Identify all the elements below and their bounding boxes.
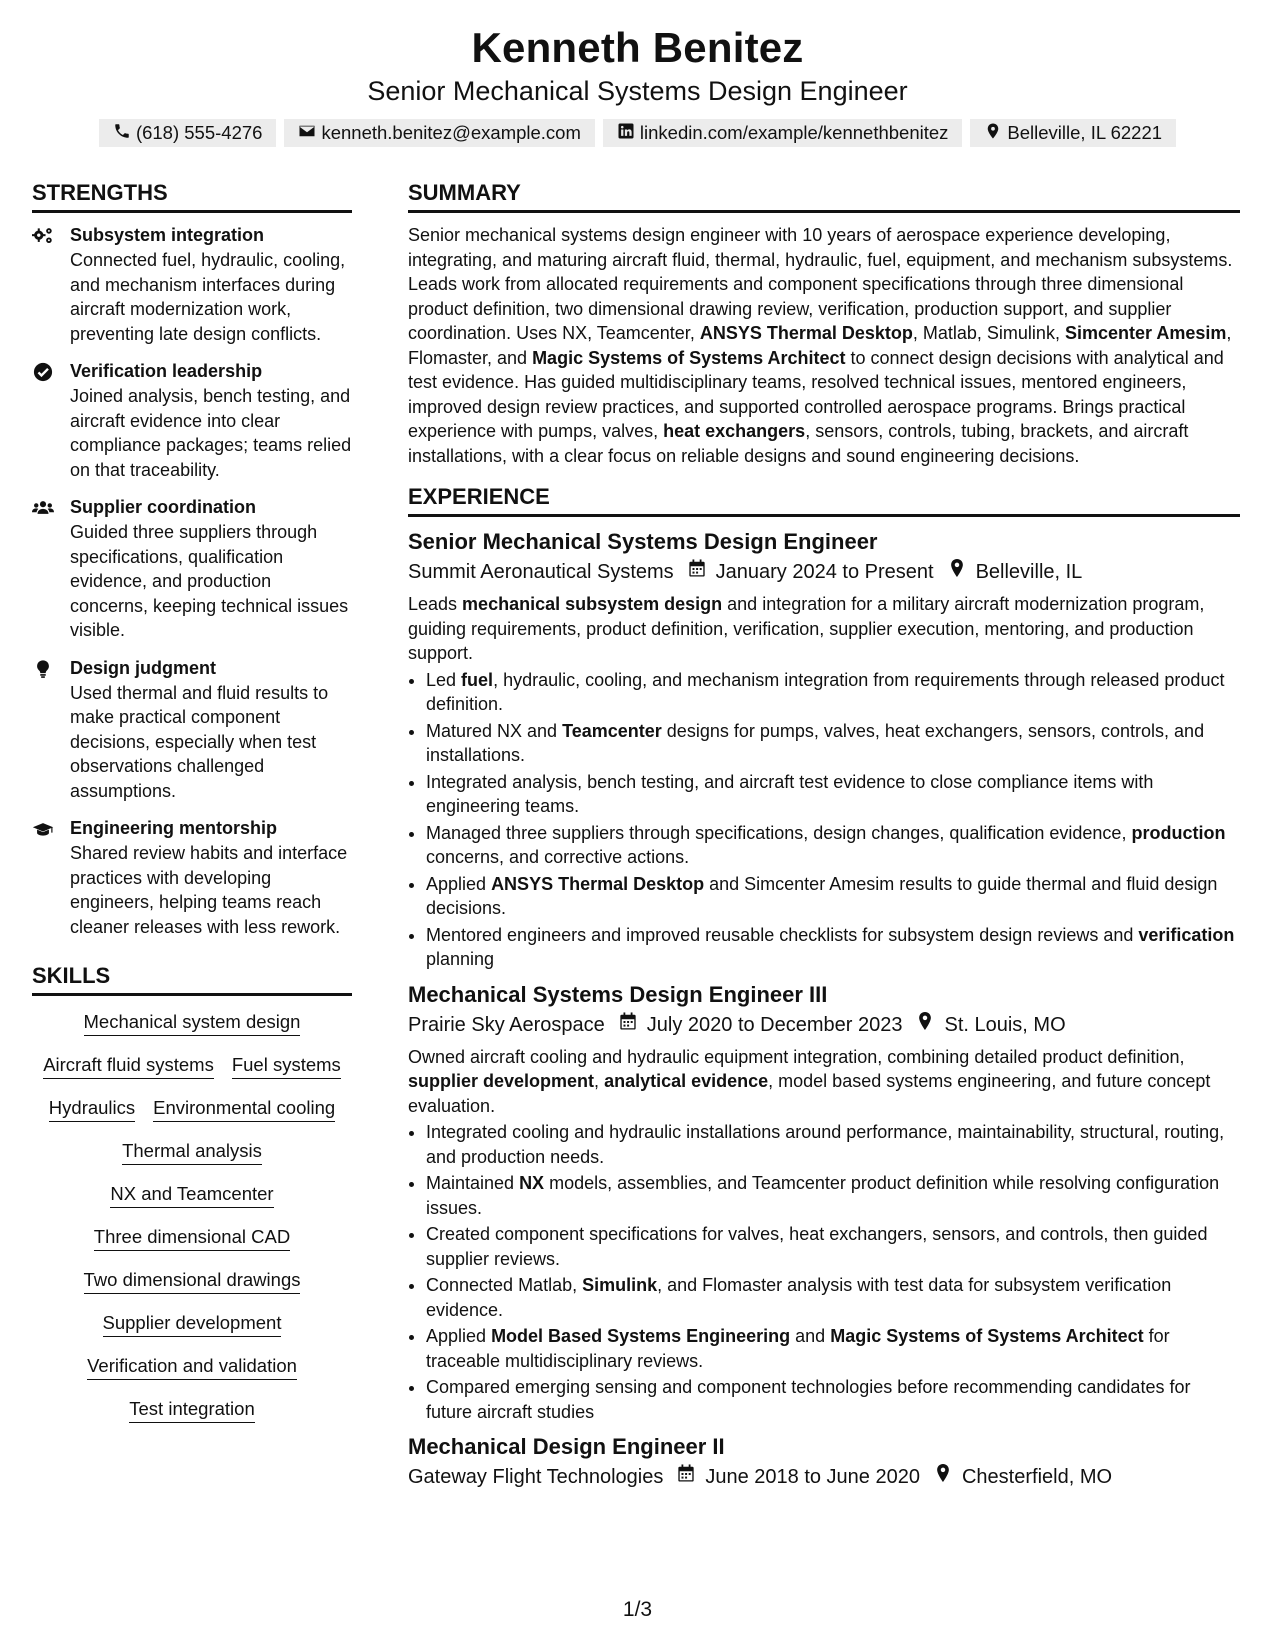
summary-heading: SUMMARY	[408, 178, 1240, 213]
job-title: Senior Mechanical Systems Design Engineer	[408, 529, 878, 554]
text-span: planning	[426, 949, 495, 969]
job-bullet	[426, 821, 1240, 870]
text-span: , Matlab, Simulink,	[912, 323, 1065, 343]
bold-text: ANSYS Thermal Desktop	[491, 873, 705, 894]
page-number: 1/3	[622, 1598, 653, 1621]
check-circle-icon	[32, 359, 70, 482]
text-span: Created component specifications for valves, heat exchangers, sensors, and controls, then guided supplier reviews.	[426, 1224, 1208, 1269]
job-title: Mechanical Systems Design Engineer III	[408, 981, 828, 1007]
text-span: and integration for a military aircraft modernization program, guiding requirements, product definition, verification, supplier execution, mentoring, and production support.	[408, 594, 1205, 663]
bold-text: heat exchangers	[663, 421, 806, 441]
text-span: , hydraulic, cooling, and mechanism integration from requirements through released product definition.	[426, 669, 1225, 714]
text-span: Connected Matlab,	[426, 1275, 583, 1295]
skill-tag: NX and Teamcenter	[110, 1182, 273, 1208]
resume-header	[0, 22, 1275, 147]
text-span: for traceable multidisciplinary reviews.	[426, 1326, 1170, 1371]
job-dates: July 2020 to December 2023	[646, 1013, 903, 1036]
contact-location	[970, 119, 1176, 147]
users-icon	[32, 495, 70, 643]
candidate-name: Kenneth Benitez	[471, 24, 804, 71]
lightbulb-icon	[32, 656, 70, 804]
email-text: kenneth.benitez@example.com	[321, 122, 581, 143]
left-column	[32, 178, 352, 1423]
job-entry	[408, 980, 1240, 1425]
job-bullet	[426, 923, 1240, 972]
skill-tag: Supplier development	[103, 1311, 282, 1337]
job-location: Chesterfield, MO	[961, 1466, 1113, 1488]
skill-tag: Two dimensional drawings	[84, 1268, 301, 1294]
bold-text: Magic Systems of Systems Architect	[532, 347, 846, 368]
bold-text: ANSYS Thermal Desktop	[699, 323, 913, 343]
text-span: Applied	[426, 873, 492, 894]
calendar-icon	[674, 557, 716, 587]
skills-heading: SKILLS	[32, 961, 352, 996]
strength-desc: Connected fuel, hydraulic, cooling, and mechanism interfaces during aircraft modernization work, preventing late design conflicts.	[70, 250, 346, 344]
strength-desc: Joined analysis, bench testing, and aircraft evidence into clear compliance packages; teams relied on that traceability.	[70, 386, 352, 480]
strength-desc: Used thermal and fluid results to make practical component decisions, especially when test observations challenged assumptions.	[70, 682, 329, 801]
strength-title: Supplier coordination	[70, 497, 257, 517]
location-pin-icon	[920, 1462, 962, 1492]
bold-text: Simcenter Amesim	[1064, 323, 1227, 343]
skill-tag: Environmental cooling	[153, 1096, 335, 1122]
strength-item	[32, 816, 352, 939]
bold-text: Magic Systems of Systems Architect	[830, 1326, 1144, 1346]
contact-email[interactable]	[284, 119, 594, 147]
text-span: Managed three suppliers through specifications, design changes, qualification evidence,	[426, 822, 1132, 843]
job-bullet	[426, 1324, 1240, 1373]
job-bullet	[426, 1171, 1240, 1220]
job-bullet	[426, 770, 1240, 819]
text-span: Owned aircraft cooling and hydraulic equipment integration, combining detailed product definition,	[408, 1046, 1185, 1067]
job-location: Belleville, IL	[975, 561, 1083, 583]
text-span: Leads	[408, 594, 463, 614]
strength-item	[32, 223, 352, 346]
job-meta	[408, 557, 1240, 587]
job-bullet	[426, 1222, 1240, 1271]
job-bullets	[408, 668, 1240, 972]
text-span: Integrated analysis, bench testing, and aircraft test evidence to close compliance items with engineering teams.	[426, 771, 1154, 816]
gears-icon	[32, 223, 70, 346]
job-bullet	[426, 872, 1240, 921]
strength-item	[32, 495, 352, 643]
text-span: , and Flomaster analysis with test data for subsystem verification evidence.	[426, 1275, 1172, 1320]
envelope-icon	[298, 122, 316, 145]
job-meta	[408, 1462, 1240, 1492]
text-span: , sensors, controls, tubing, brackets, and aircraft installations, with a clear focus on reliable designs and sound engineering decisions.	[408, 421, 1189, 466]
calendar-icon	[605, 1010, 647, 1040]
job-bullet	[426, 668, 1240, 717]
job-bullet	[426, 1120, 1240, 1169]
skill-tag: Three dimensional CAD	[94, 1225, 290, 1251]
skill-tag: Hydraulics	[49, 1096, 135, 1122]
text-span: to connect design decisions with analytical and test evidence. Has guided multidisciplinary teams, resolved technical issues, mentored engineers, improved design review practices, and supported controlled aerospace programs. Brings practical experience with pumps, valves,	[408, 347, 1224, 441]
strength-title: Subsystem integration	[70, 225, 265, 245]
strength-title: Design judgment	[70, 657, 217, 678]
company-name: Summit Aeronautical Systems	[408, 561, 674, 583]
linkedin-icon	[617, 122, 635, 145]
bold-text: fuel	[461, 669, 494, 690]
job-location: St. Louis, MO	[944, 1013, 1066, 1036]
company-name: Gateway Flight Technologies	[408, 1466, 664, 1488]
job-entry	[408, 1432, 1240, 1492]
location-text: Belleville, IL 62221	[1007, 122, 1163, 143]
strength-item	[32, 359, 352, 482]
skill-tag: Test integration	[129, 1397, 254, 1423]
contact-bar	[0, 119, 1275, 147]
text-span: Compared emerging sensing and component technologies before recommending candidates for future aircraft studies	[426, 1377, 1191, 1422]
bold-text: verification	[1138, 924, 1235, 945]
text-span: , model based systems engineering, and future concept evaluation.	[408, 1071, 1211, 1116]
strengths-heading: STRENGTHS	[32, 178, 352, 213]
contact-phone	[99, 119, 277, 147]
job-dates: June 2018 to June 2020	[705, 1466, 920, 1488]
bold-text: analytical evidence	[604, 1071, 769, 1091]
job-bullet	[426, 719, 1240, 768]
strength-desc: Shared review habits and interface practices with developing engineers, helping teams reach cleaner releases with less rework.	[70, 843, 348, 937]
skill-tag: Aircraft fluid systems	[43, 1053, 214, 1079]
strength-title: Engineering mentorship	[70, 818, 278, 838]
experience-list	[408, 527, 1240, 1492]
text-span: Matured NX and	[426, 720, 563, 741]
bold-text: supplier development	[408, 1071, 595, 1091]
job-bullet	[426, 1375, 1240, 1424]
text-span: and Simcenter Amesim results to guide thermal and fluid design decisions.	[426, 873, 1218, 918]
bold-text: production	[1131, 822, 1226, 843]
company-name: Prairie Sky Aerospace	[408, 1013, 605, 1036]
skills-list	[32, 1006, 352, 1423]
strength-title: Verification leadership	[70, 361, 263, 381]
text-span: Led	[426, 669, 462, 690]
skill-tag: Thermal analysis	[122, 1139, 262, 1165]
text-span: Mentored engineers and improved reusable checklists for subsystem design reviews and	[426, 924, 1139, 945]
text-span: models, assemblies, and Teamcenter product definition while resolving configuration issues.	[426, 1173, 1220, 1218]
text-span: Senior mechanical systems design engineer with 10 years of aerospace experience developing, integrating, and maturing aircraft fluid, thermal, hydraulic, fuel, equipment, and mechanism subsystems. Leads work from allocated requirements and component specifications through three dimensional product definition, two dimensional drawing review, verification, production support, and supplier coordination. Uses NX, Teamcenter,	[408, 225, 1233, 343]
skill-tag: Verification and validation	[87, 1354, 297, 1380]
text-span: Integrated cooling and hydraulic installations around performance, maintainability, structural, routing, and production needs.	[426, 1122, 1225, 1167]
job-dates: January 2024 to Present	[715, 561, 934, 583]
text-span: and	[790, 1326, 831, 1346]
bold-text: Teamcenter	[562, 720, 662, 741]
graduation-cap-icon	[32, 816, 70, 939]
job-bullets	[408, 1120, 1240, 1424]
phone-icon	[113, 122, 131, 145]
location-pin-icon	[984, 122, 1002, 145]
text-span: ,	[594, 1071, 605, 1091]
bold-text: NX	[519, 1173, 545, 1193]
linkedin-text: linkedin.com/example/kennethbenitez	[639, 122, 949, 143]
phone-text: (618) 555-4276	[135, 122, 263, 143]
location-pin-icon	[902, 1010, 944, 1040]
summary-text	[408, 223, 1240, 468]
job-title: Mechanical Design Engineer II	[408, 1434, 725, 1459]
right-column	[408, 178, 1240, 1497]
job-entry	[408, 527, 1240, 972]
strength-desc: Guided three suppliers through specifications, qualification evidence, and production concerns, keeping technical issues visible.	[70, 522, 349, 640]
text-span: designs for pumps, valves, heat exchangers, sensors, controls, and installations.	[426, 720, 1205, 765]
candidate-title: Senior Mechanical Systems Design Engineer	[367, 76, 908, 106]
strength-item	[32, 656, 352, 804]
job-meta	[408, 1010, 1240, 1040]
text-span: concerns, and corrective actions.	[426, 847, 690, 867]
skill-tag: Mechanical system design	[84, 1010, 301, 1036]
location-pin-icon	[934, 557, 976, 587]
bold-text: mechanical subsystem design	[462, 594, 723, 614]
calendar-icon	[663, 1462, 705, 1492]
contact-linkedin[interactable]	[603, 119, 963, 147]
job-bullet	[426, 1273, 1240, 1322]
bold-text: Simulink	[582, 1275, 658, 1295]
text-span: Applied	[426, 1326, 492, 1346]
text-span: , Flomaster, and	[408, 323, 1232, 368]
skill-tag: Fuel systems	[232, 1053, 341, 1079]
bold-text: Model Based Systems Engineering	[491, 1326, 791, 1346]
experience-heading: EXPERIENCE	[408, 482, 1240, 517]
job-summary	[408, 592, 1240, 666]
job-summary	[408, 1045, 1240, 1119]
text-span: Maintained	[426, 1173, 520, 1193]
